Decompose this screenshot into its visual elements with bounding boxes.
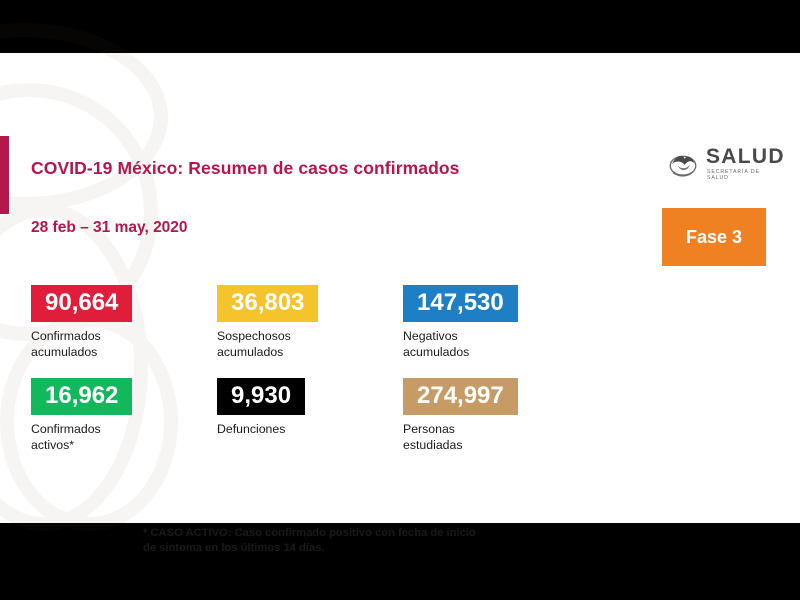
- salud-logo-text: SALUD: [706, 145, 785, 168]
- stat-confirmados-acumulados: [31, 285, 217, 360]
- stat-value-pill: 274,997: [403, 378, 518, 415]
- stat-label-line2: acumulados: [217, 344, 284, 359]
- stat-label-line2: estudiadas: [403, 438, 463, 453]
- stat-label: [403, 329, 553, 360]
- stat-label-line2: acumulados: [403, 344, 470, 359]
- stat-label: [31, 329, 181, 360]
- footnote-line1: * CASO ACTIVO: Caso confirmado positivo con fecha de inicio: [143, 527, 476, 539]
- footnote: [143, 526, 476, 557]
- stat-confirmados-activos: [31, 378, 217, 453]
- slide-subtitle: 28 feb – 31 may, 2020: [31, 219, 188, 236]
- eagle-emblem-icon: [666, 147, 700, 181]
- stat-label-line1: Confirmados: [31, 422, 101, 437]
- stats-row-1: [31, 285, 591, 360]
- stat-label-line1: Negativos: [403, 329, 458, 343]
- stat-negativos-acumulados: [403, 285, 589, 360]
- slide-canvas: [0, 53, 800, 555]
- stat-label-line1: Confirmados: [31, 329, 101, 343]
- stats-row-2: [31, 378, 591, 453]
- stat-label: [217, 329, 367, 360]
- stat-value-pill: 147,530: [403, 285, 518, 322]
- stat-personas-estudiadas: [403, 378, 589, 453]
- stat-label-line1: Defunciones: [217, 422, 286, 437]
- stat-value-pill: 36,803: [217, 285, 318, 322]
- stat-label-line1: Personas: [403, 422, 455, 437]
- stat-label: [217, 422, 367, 438]
- salud-logo: [660, 145, 785, 193]
- stats-grid: [31, 285, 591, 454]
- stat-value-pill: 9,930: [217, 378, 305, 415]
- footnote-line2: de síntoma en los últimos 14 días.: [143, 542, 325, 555]
- stat-label-line2: acumulados: [31, 344, 98, 359]
- slide-title: COVID-19 México: Resumen de casos confirmados: [31, 158, 460, 178]
- stat-sospechosos-acumulados: [217, 285, 403, 360]
- stat-label: [31, 422, 181, 453]
- stat-label-line1: Sospechosos: [217, 329, 291, 343]
- salud-logo-subtitle: SECRETARÍA DE SALUD: [707, 169, 760, 181]
- accent-bar: [0, 136, 9, 214]
- phase-badge: Fase 3: [662, 208, 766, 266]
- stat-label: [403, 422, 553, 453]
- stat-defunciones: [217, 378, 403, 453]
- stat-value-pill: 16,962: [31, 378, 132, 415]
- stat-label-line2: activos*: [31, 438, 75, 453]
- stat-value-pill: 90,664: [31, 285, 132, 322]
